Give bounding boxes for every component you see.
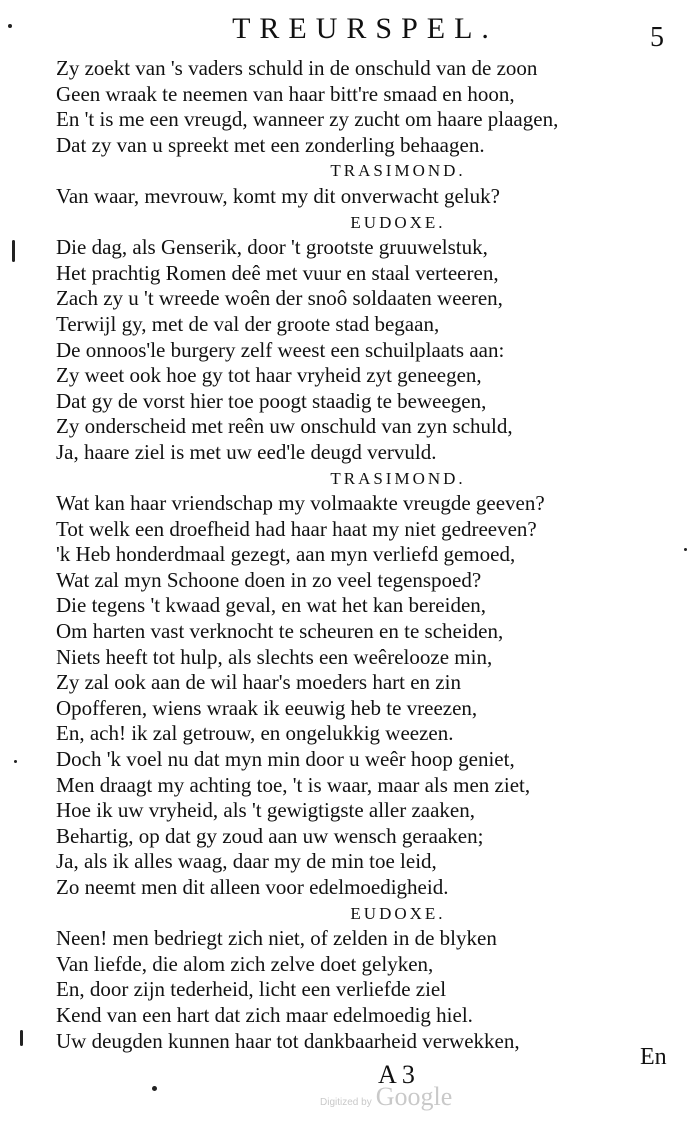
ink-speck	[8, 24, 12, 28]
verse-line: Men draagt my achting toe, 't is waar, maar als men ziet,	[56, 772, 531, 797]
verse-line: Geen wraak te neemen van haar bitt're smaad en hoon,	[56, 81, 515, 106]
verse-line: Zy zoekt van 's vaders schuld in de onschuld van de zoon	[56, 56, 538, 80]
ink-speck	[684, 548, 687, 551]
catchword: En	[640, 1044, 667, 1070]
verse-line: Zo neemt men dit alleen voor edelmoedigheid.	[56, 875, 449, 899]
verse-line: Niets heeft tot hulp, als slechts een weêrelooze min,	[56, 644, 493, 669]
verse-line: 'k Heb honderdmaal gezegt, aan myn verliefd gemoed,	[56, 542, 516, 567]
speaker-name: TRASIMOND.	[330, 161, 466, 181]
speaker-name: TRASIMOND.	[330, 468, 466, 488]
verse-line: Terwijl gy, met de val der groote stad begaan,	[56, 311, 440, 336]
verse-line: Dat gy de vorst hier toe poogt staadig te beweegen,	[56, 388, 487, 413]
verse-line: Hoe ik uw vryheid, als 't gewigtigste aller zaaken,	[56, 798, 475, 823]
verse-line: Om harten vast verknocht te scheuren en te scheiden,	[56, 619, 504, 644]
verse-line: En 't is me een vreugd, wanneer zy zucht om haare plaagen,	[56, 107, 559, 132]
watermark-prefix: Digitized by	[320, 1097, 372, 1108]
verse-line: En, ach! ik zal getrouw, en ongelukkig weezen.	[56, 721, 454, 746]
verse-line: Het prachtig Romen deê met vuur en staal verteeren,	[56, 260, 499, 285]
page-number: 5	[650, 22, 664, 53]
verse-line: Wat kan haar vriendschap my volmaakte vreugde geeven?	[56, 491, 545, 516]
verse-line: Uw deugden kunnen haar tot dankbaarheid verwekken,	[56, 1028, 520, 1053]
page-header	[0, 12, 696, 52]
verse-line: De onnoos'le burgery zelf weest een schuilplaats aan:	[56, 337, 505, 362]
ink-speck	[152, 1086, 157, 1091]
running-title: TREURSPEL.	[232, 12, 498, 45]
verse-line: Van liefde, die alom zich zelve doet gelyken,	[56, 951, 434, 976]
speaker-name: EUDOXE.	[350, 212, 446, 232]
verse-line: Die dag, als Genserik, door 't grootste gruuwelstuk,	[56, 235, 488, 260]
signature-mark: A 3	[378, 1060, 415, 1089]
digitization-watermark	[320, 1082, 452, 1112]
verse-line: Ja, haare ziel is met uw eed'le deugd vervuld.	[56, 439, 437, 464]
verse-line: Kend van een hart dat zich maar edelmoedig hiel.	[56, 1002, 473, 1027]
speaker-name: EUDOXE.	[350, 903, 446, 923]
verse-line: Zach zy u 't wreede woên der snoô soldaaten weeren,	[56, 286, 503, 311]
page-footer	[0, 1040, 696, 1136]
verse-line: Dat zy van u spreekt met een zonderling behaagen.	[56, 132, 485, 157]
verse-line: Die tegens 't kwaad geval, en wat het kan bereiden,	[56, 593, 487, 618]
verse-line: Ja, als ik alles waag, daar my de min toe leid,	[56, 849, 437, 874]
verse-line: Doch 'k voel nu dat myn min door u weêr hoop geniet,	[56, 747, 515, 772]
watermark-logo: Google	[375, 1082, 453, 1111]
ink-speck	[14, 760, 17, 763]
verse-line: Van waar, mevrouw, komt my dit onverwacht geluk?	[56, 183, 500, 208]
verse-text	[56, 56, 680, 1054]
verse-line: Opofferen, wiens wraak ik eeuwig heb te vreezen,	[56, 695, 478, 720]
verse-line: Behartig, op dat gy zoud aan uw wensch geraaken;	[56, 823, 484, 848]
verse-line: Zy onderscheid met reên uw onschuld van zyn schuld,	[56, 414, 513, 439]
verse-line: Zy zal ook aan de wil haar's moeders hart en zin	[56, 670, 461, 695]
verse-line: Zy weet ook hoe gy tot haar vryheid zyt geneegen,	[56, 363, 482, 388]
verse-line: En, door zijn tederheid, licht een verliefde ziel	[56, 977, 447, 1002]
verse-line: Wat zal myn Schoone doen in zo veel tegenspoed?	[56, 567, 482, 592]
ink-speck	[12, 240, 15, 262]
ink-speck	[20, 1030, 23, 1046]
verse-line: Neen! men bedriegt zich niet, of zelden in de blyken	[56, 926, 497, 951]
verse-line: Tot welk een droefheid had haar haat my niet gedreeven?	[56, 516, 537, 541]
